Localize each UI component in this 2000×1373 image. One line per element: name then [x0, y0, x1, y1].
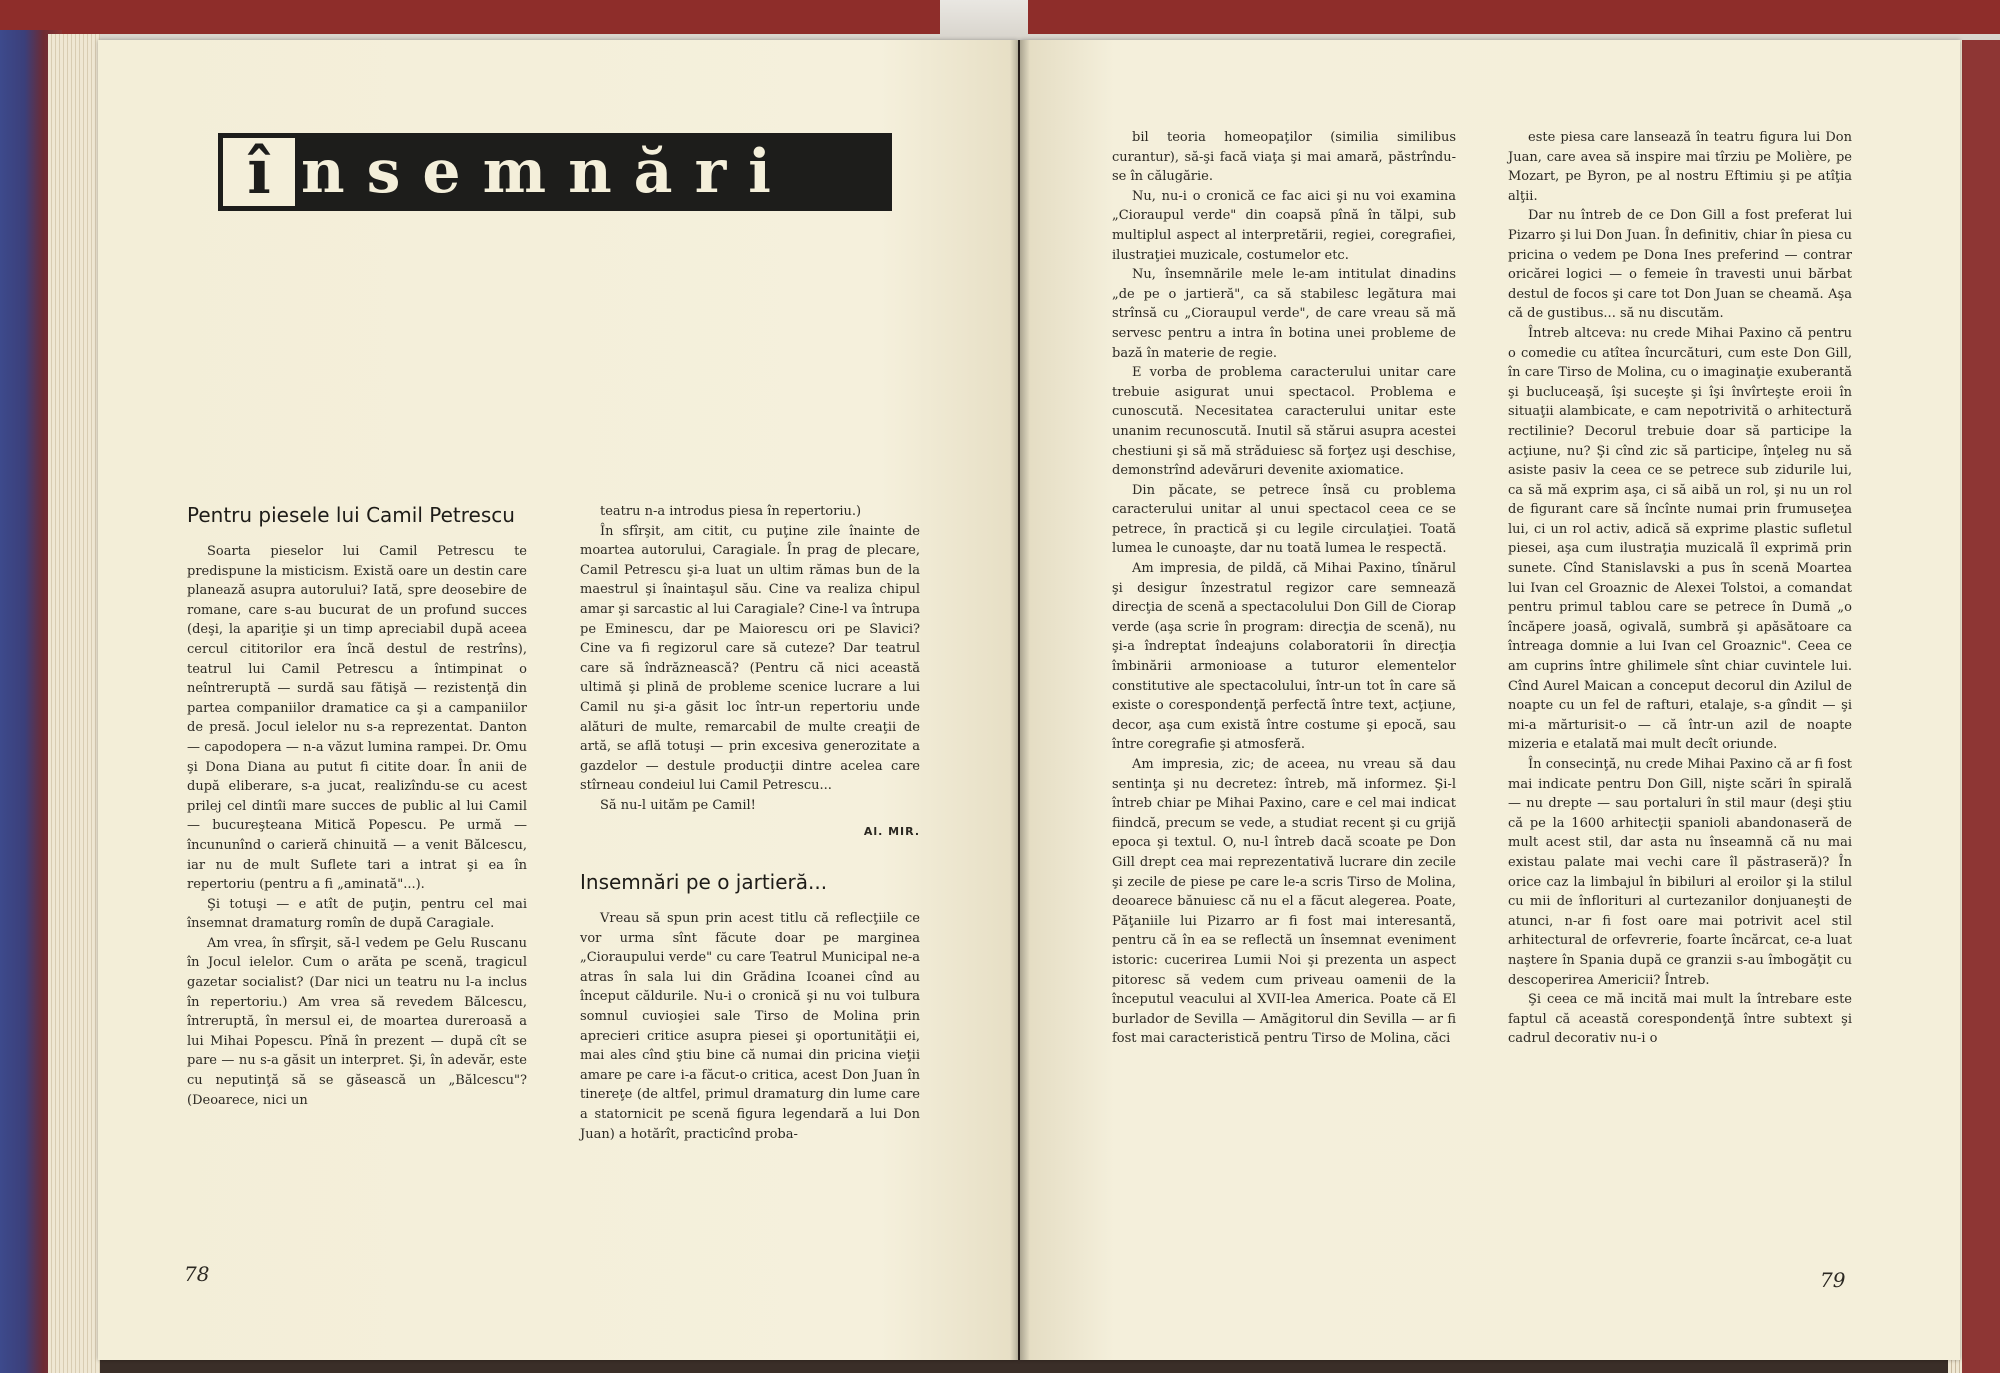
paragraph: Întreb altceva: nu crede Mihai Paxino că pentru o comedie cu atîtea încurcături, cum este Don Gill, în care Tirso de Molina, cu o imaginaţie exuberantă şi bucluceaşă, îşi suceşte şi îşi învîrteşte eroii în situaţii alambicate, e cam nepotrivită o arhitectură rectilinie? Decorul trebuie doar să participe la acţiune, nu? Şi cînd zic să participe, înţeleg nu să asiste pasiv la ceea ce se petrece sub zidurile lui, ca să mă exprim aşa, ci să aibă un rol, şi nu un rol de figurant care să încînte numai prin frumuseţea lui, ci un rol activ, adică să exprime plastic sufletul piesei, aşa cum ilustraţia muzicală îl exprimă prin sunete. Cînd Stanislavski a pus în scenă Moartea lui Ivan cel Groaznic de Alexei Tolstoi, a comandat pentru primul tablou care se petrece în Dumă „o încăpere joasă, ogivală, sumbră şi apăsătoare ca întreaga domnie a lui Ivan cel Groaznic". Ceea ce am cuprins între ghilimele sînt chiar cuvintele lui. Cînd Aurel Maican a conceput decorul din Azilul de noapte cu un fel de rafturi, etalaje, s-a gîndit — şi mi-a mărturisit-o — că într-un azil de noapte mizeria e etalată mai mult decît oriunde.	[1508, 325, 1852, 753]
paragraph: Nu, nu-i o cronică ce fac aici şi nu voi examina „Cioraupul verde" din coapsă pînă în tălpi, sub multiplul aspect al interpretării, regiei, coregrafiei, ilustraţiei muzicale, costumelor etc.	[1112, 188, 1456, 263]
left-column-2	[580, 502, 920, 1144]
page-stack-left	[48, 34, 100, 1373]
book-cover-right	[1962, 40, 2000, 1373]
author-signature: Al. MIR.	[863, 824, 920, 838]
paragraph: Dar nu întreb de ce Don Gill a fost preferat lui Pizarro şi lui Don Juan. În definitiv, chiar în piesa cu pricina o vedem pe Dona Ines preferind — contrar oricărei logici — o femeie în travesti unui bărbat destul de focos şi care tot Don Juan se cheamă. Aşa că de gustibus... să nu discutăm.	[1508, 208, 1852, 322]
paragraph: este piesa care lansează în teatru figura lui Don Juan, care avea să inspire mai tîrziu pe Molière, pe Mozart, pe Byron, pe al nostru Eftimiu şi pe atîţia alţii.	[1508, 130, 1852, 204]
left-column-1	[187, 502, 527, 1110]
right-column-1	[1112, 128, 1456, 1049]
paragraph: Am impresia, de pildă, că Mihai Paxino, tînărul şi desigur înzestratul regizor care semnează direcţia de scenă a spectacolului Don Gill de Ciorap verde (aşa scrie în program: direcţia de scenă), nu şi-a îndreptat îndeajuns colaboratorii în direcţia îmbinării armonioase a tuturor elementelor constitutive ale spectacolului, într-un tot în care să existe o corespondenţă perfectă între text, acţiune, decor, aşa cum există între costume şi epocă, sau între coregrafie şi atmosferă.	[1112, 561, 1456, 753]
paragraph: Nu, însemnările mele le-am intitulat dinadins „de pe o jartieră", ca să stabilesc legătura mai strînsă cu „Cioraupul verde", de care vreau să mă servesc pentru a intra în botina unei probleme de bază în materie de regie.	[1112, 267, 1456, 361]
paragraph: teatru n-a introdus piesa în repertoriu.)	[600, 504, 862, 519]
paragraph: Am vrea, în sfîrşit, să-l vedem pe Gelu Ruscanu în Jocul ielelor. Cum o arăta pe scenă, tragicul gazetar socialist? (Dar nici un teatru nu l-a inclus în repertoriu.) Am vrea să revedem Bălcescu, întreruptă, în mersul ei, de moartea dureroasă a lui Mihai Popescu. Pînă în prezent — după cît se pare — nu s-a găsit un interpret. Şi, în adevăr, este cu neputinţă să se găsească un „Bălcescu"? (Deoarece, nici un	[187, 935, 527, 1108]
paragraph: În consecinţă, nu crede Mihai Paxino că ar fi fost mai indicate pentru Don Gill, nişte scări în spirală — nu drepte — sau portaluri în stil maur (deşi ştiu că pe la 1600 arhitecţii spanioli abandonaseră de mult acest stil, dar asta nu înseamnă că nu mai existau palate mai vechi care îl păstraseră)? În orice caz la limbajul în bibiluri al eroilor şi la stilul cu mii de înflorituri al curtezanilor donjuaneşti de atunci, n-ar fi fost oare mai potrivit acel stil arhitectural de orfevrerie, foarte încărcat, ce-a luat naştere în Spania după ce granzii s-au îmbogăţit cu descoperirea Americii? Întreb.	[1508, 757, 1852, 988]
paragraph: În sfîrşit, am citit, cu puţine zile înainte de moartea autorului, Caragiale. În prag de plecare, Camil Petrescu şi-a luat un ultim rămas bun de la maestrul şi înaintaşul său. Cine va realiza chipul amar şi sarcastic al lui Caragiale? Cine-l va întrupa pe Eminescu, dar pe Maiorescu ori pe Slavici? Cine va fi regizorul care să cuteze? Dar teatrul care să îndrăznească? (Pentru că nici această ultimă şi plină de probleme scenice lucrare a lui Camil nu şi-a găsit loc într-un repertoriu unde alături de multe, remarcabil de multe creaţii de artă, se află totuşi — prin excesiva generozitate a gazdelor — destule producţii dintre acelea care stîrneau condeiul lui Camil Petrescu...	[580, 523, 920, 794]
right-column-2	[1508, 128, 1852, 1049]
book-cover-top	[0, 0, 2000, 40]
paragraph: Am impresia, zic; de aceea, nu vreau să dau sentinţa şi nu decretez: întreb, mă informez. Şi-l întreb chiar pe Mihai Paxino, care e cel mai indicat fiindcă, precum se vede, a studiat recent şi cu grijă epoca şi textul. O, nu-l întreb dacă scoate pe Don Gill drept cea mai reprezentativă lucrare din zecile şi zecile de piese pe care le-a scris Tirso de Molina, deoarece bănuiesc că nu el a făcut alegerea. Poate, Păţaniile lui Pizarro ar fi fost mai interesantă, pentru că în ea se reflectă un însemnat eveniment istoric: cucerirea Lumii Noi şi prezenta un aspect pitoresc să vedem cum priveau oamenii de la începutul veacului al XVII-lea America. Poate că El burlador de Sevilla — Amăgitorul din Sevilla — ar fi fost mai caracteristică pentru Tirso de Molina, căci	[1112, 757, 1456, 1047]
article-title: Insemnări pe o jartieră...	[580, 870, 828, 895]
paragraph: Şi ceea ce mă incită mai mult la întrebare este faptul că această corespondenţă între subtext şi cadrul decorativ nu-i o	[1508, 992, 1852, 1047]
section-header-text: nsemnări	[301, 137, 793, 207]
page-number-right: 79	[1820, 1268, 1846, 1292]
paragraph: Din păcate, se petrece însă cu problema caracterului unitar al unui spectacol ceea ce se petrece, în practică şi cu legile circulaţiei. Toată lumea le cunoaşte, dar nu toată lumea le respectă.	[1112, 482, 1456, 557]
section-header	[218, 133, 892, 211]
cover-edge-left	[0, 0, 940, 34]
cover-edge-right	[1028, 0, 2000, 34]
paragraph: Vreau să spun prin acest titlu că reflecţiile ce vor urma sînt făcute doar pe marginea „Cioraupului verde" cu care Teatrul Municipal ne-a atras în sala lui din Grădina Icoanei cînd au început căldurile. Nu-i o cronică şi nu voi tulbura somnul cuvioşiei sale Tirso de Molina prin aprecieri critice asupra piesei şi oportunităţii ei, mai ales cînd ştiu bine că numai din pricina vieţii amare pe care i-a făcut-o critica, acest Don Juan în tinereţe (de altfel, primul dramaturg din lume care a statornicit pe scenă figura legendară a lui Don Juan) a hotărît, practicînd proba-	[580, 911, 920, 1142]
paragraph: bil teoria homeopaţilor (similia similibus curantur), să-şi facă viaţa şi mai amară, păstrîndu-se în călugărie.	[1112, 130, 1456, 185]
paragraph: E vorba de problema caracterului unitar care trebuie asigurat unui spectacol. Problema e cunoscută. Necesitatea caracterului unitar este unanim recunoscută. Inutil să stărui asupra acestei chestiuni şi să mă străduiesc să forţez uşi deschise, demonstrînd adevăruri devenite axiomatice.	[1112, 365, 1456, 479]
section-header-initial: î	[223, 138, 295, 206]
page-number-left: 78	[184, 1262, 210, 1286]
paragraph: Să nu-l uităm pe Camil!	[600, 797, 756, 813]
paragraph: Soarta pieselor lui Camil Petrescu te predispune la misticism. Există oare un destin care planează asupra autorului? Iată, spre deosebire de romane, care s-au bucurat de un profund succes (deşi, la apariţie şi un timp apreciabil după aceea cercul cititorilor era încă destul de restrîns), teatrul lui Camil Petrescu a întimpinat o neîntreruptă — surdă sau fătişă — rezistenţă din partea companiilor dramatice ca şi a campaniilor de presă. Jocul ielelor nu s-a reprezentat. Danton — capodopera — n-a văzut lumina rampei. Dr. Omu şi Dona Diana au putut fi citite doar. În anii de după eliberare, s-a jucat, realizîndu-se cu acest prilej cel dintîi mare succes de public al lui Camil — bucureşteana Mitică Popescu. Pe urmă — încununînd o carieră chinuită — a venit Bălcescu, iar nu de mult Suflete tari a intrat şi ea în repertoriu (pentru a fi „aminată"...).	[187, 544, 527, 893]
paragraph: Şi totuşi — e atît de puţin, pentru cel mai însemnat dramaturg romîn de după Caragiale.	[187, 896, 527, 932]
article-title: Pentru piesele lui Camil Petrescu	[187, 503, 515, 527]
book-gutter	[1010, 40, 1030, 1360]
